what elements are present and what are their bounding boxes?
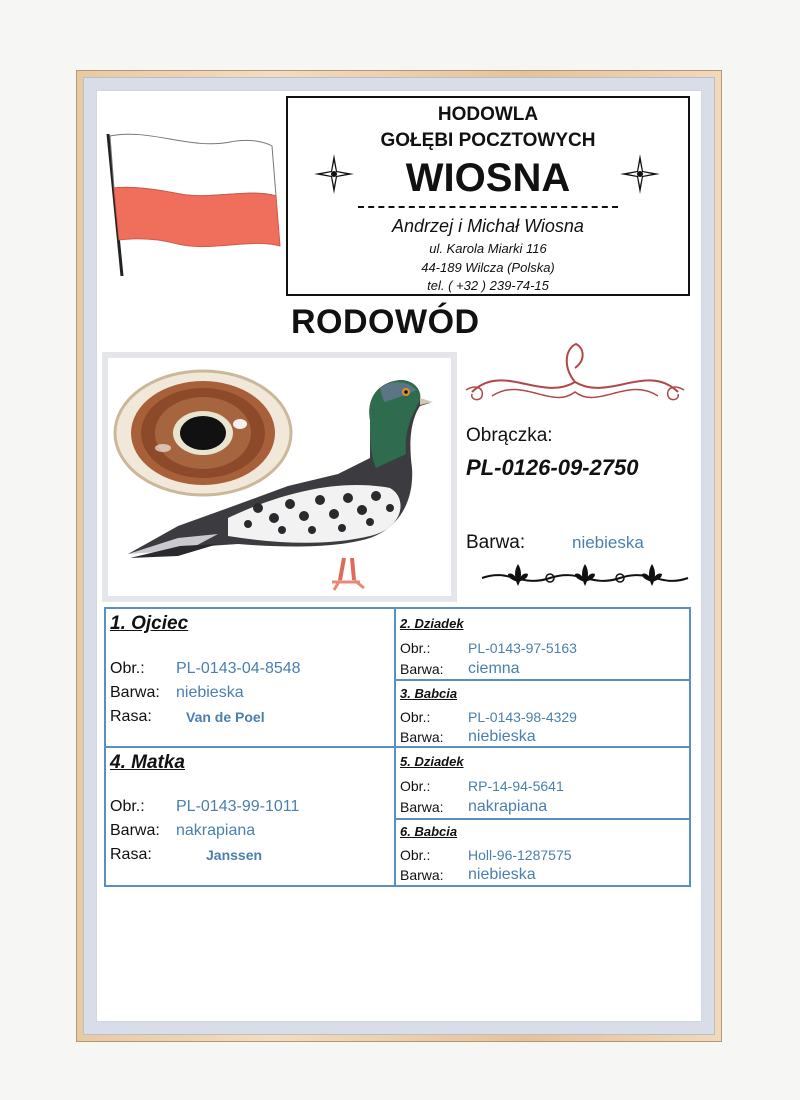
mother-title: 4. Matka xyxy=(110,752,185,773)
grandparent-color-label: Barwa: xyxy=(400,661,444,677)
loft-name: WIOSNA xyxy=(405,156,571,200)
header-line-golebi: GOŁĘBI POCZTOWYCH xyxy=(380,130,596,151)
grandparent-title: 2. Dziadek xyxy=(400,616,464,631)
grandparent-title: 6. Babcia xyxy=(400,824,458,839)
grandparent-ring-label: Obr.: xyxy=(400,709,431,725)
phone-number: tel. ( +32 ) 239-74-15 xyxy=(427,278,549,293)
grandparent-ring: PL-0143-97-5163 xyxy=(468,640,577,656)
father-breed: Van de Poel xyxy=(186,709,265,725)
color-label: Barwa: xyxy=(466,532,526,553)
father-breed-label: Rasa: xyxy=(110,708,152,725)
father-color: niebieska xyxy=(176,684,244,701)
compass-star-icon xyxy=(620,154,660,194)
mother-breed-label: Rasa: xyxy=(110,846,152,863)
address-street: ul. Karola Miarki 116 xyxy=(429,241,547,256)
grandparent-cell xyxy=(396,820,689,885)
ring-number: PL-0126-09-2750 xyxy=(466,455,639,480)
ring-label: Obrączka: xyxy=(466,425,553,446)
compass-star-icon xyxy=(314,154,354,194)
owner-names: Andrzej i Michał Wiosna xyxy=(392,216,584,236)
pigeon-photo-panel xyxy=(102,352,457,602)
mother-ring: PL-0143-99-1011 xyxy=(176,798,300,815)
father-title: 1. Ojciec xyxy=(110,613,189,634)
grandparent-color-label: Barwa: xyxy=(400,729,444,745)
grandparent-ring: RP-14-94-5641 xyxy=(468,778,564,794)
pigeon-illustration xyxy=(108,358,451,596)
father-ring-label: Obr.: xyxy=(110,660,145,677)
grandparent-color-label: Barwa: xyxy=(400,799,444,815)
grandparent-title: 5. Dziadek xyxy=(400,754,464,769)
grandparent-color: ciemna xyxy=(468,660,520,677)
pedigree-table xyxy=(104,607,691,887)
grandparent-cell xyxy=(396,609,689,679)
address-city: 44-189 Wilcza (Polska) xyxy=(421,260,555,275)
father-ring: PL-0143-04-8548 xyxy=(176,660,301,677)
header-dashed-divider xyxy=(358,206,618,208)
grandparent-cell xyxy=(396,681,689,746)
father-cell xyxy=(106,609,394,746)
grandparent-ring-label: Obr.: xyxy=(400,847,431,863)
grandparent-color-label: Barwa: xyxy=(400,867,444,883)
mother-color-label: Barwa: xyxy=(110,822,160,839)
grandparent-color: niebieska xyxy=(468,866,536,883)
mother-cell xyxy=(106,748,394,885)
grandparent-cell xyxy=(396,748,689,818)
color-value: niebieska xyxy=(572,533,644,552)
mother-ring-label: Obr.: xyxy=(110,798,145,815)
father-color-label: Barwa: xyxy=(110,684,160,701)
grandparent-ring-label: Obr.: xyxy=(400,640,431,656)
header-line-hodowla: HODOWLA xyxy=(437,104,539,125)
grandparent-ring-label: Obr.: xyxy=(400,778,431,794)
flag-poland-icon xyxy=(100,128,282,278)
page-title: RODOWÓD xyxy=(291,303,480,341)
mother-color: nakrapiana xyxy=(176,822,256,839)
grandparent-title: 3. Babcia xyxy=(400,686,458,701)
grandparent-ring: Holl-96-1287575 xyxy=(468,847,572,863)
fleur-de-lis-border-icon xyxy=(480,560,690,592)
breeder-header-box xyxy=(286,96,690,296)
grandparent-color: nakrapiana xyxy=(468,798,548,815)
mother-breed: Janssen xyxy=(206,847,263,863)
grandparent-ring: PL-0143-98-4329 xyxy=(468,709,577,725)
grandparent-color: niebieska xyxy=(468,728,536,745)
pigeon-eye-image xyxy=(115,371,291,495)
ornament-swirl-icon xyxy=(462,340,688,412)
